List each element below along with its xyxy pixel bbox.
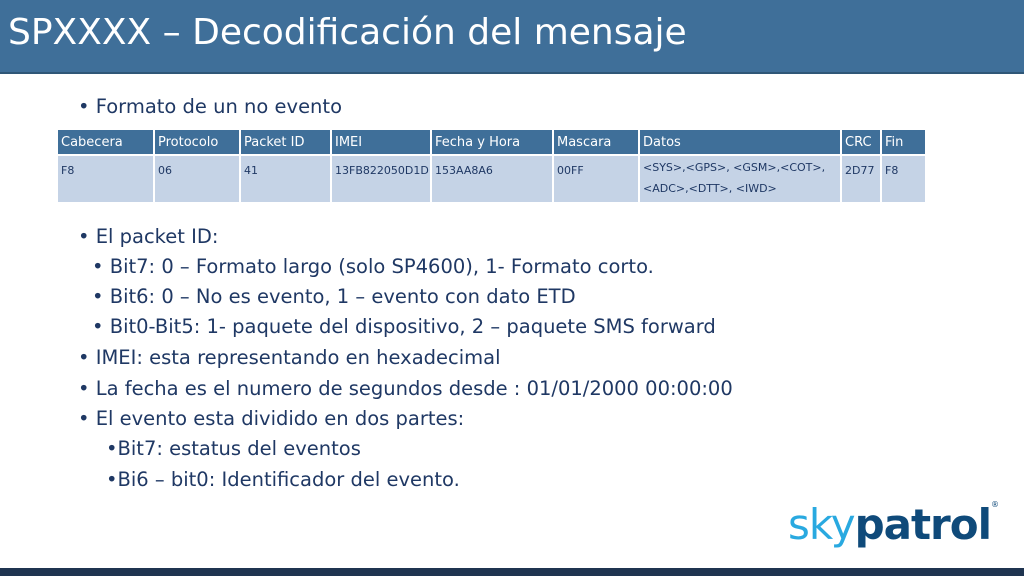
bullet-evento-bit7: •Bit7: estatus del eventos bbox=[106, 437, 361, 460]
message-format-table bbox=[58, 130, 927, 202]
bullet-bit0-bit5: • Bit0-Bit5: 1- paquete del dispositivo, 2 – paquete SMS forward bbox=[92, 315, 716, 338]
header-mascara: Mascara bbox=[553, 130, 639, 155]
cell-imei: 13FB822050D1D bbox=[331, 155, 431, 202]
bullet-fecha: • La fecha es el numero de segundos desde : 01/01/2000 00:00:00 bbox=[78, 377, 733, 400]
bottom-bar bbox=[0, 568, 1024, 576]
cell-protocolo: 06 bbox=[154, 155, 240, 202]
bullet-bit7: • Bit7: 0 – Formato largo (solo SP4600), 1- Formato corto. bbox=[92, 255, 654, 278]
intro-bullet: • Formato de un no evento bbox=[78, 95, 342, 118]
cell-cabecera: F8 bbox=[58, 155, 154, 202]
cell-datos: <SYS>,<GPS>, <GSM>,<COT>, <ADC>,<DTT>, <IWD> bbox=[639, 155, 841, 202]
cell-fecha-hora: 153AA8A6 bbox=[431, 155, 553, 202]
header-fin: Fin bbox=[881, 130, 926, 155]
header-crc: CRC bbox=[841, 130, 881, 155]
header-packet-id: Packet ID bbox=[240, 130, 331, 155]
bullet-evento-bit6-bit0: •Bi6 – bit0: Identificador del evento. bbox=[106, 468, 460, 491]
slide-title: SPXXXX – Decodificación del mensaje bbox=[8, 12, 687, 53]
bullet-bit6: • Bit6: 0 – No es evento, 1 – evento con dato ETD bbox=[92, 285, 576, 308]
logo-patrol: patrol bbox=[854, 500, 992, 549]
cell-fin: F8 bbox=[881, 155, 926, 202]
cell-packet-id: 41 bbox=[240, 155, 331, 202]
bullet-packet-id: • El packet ID: bbox=[78, 225, 219, 248]
logo-registered-mark: ® bbox=[991, 500, 999, 509]
table-row bbox=[58, 155, 926, 202]
title-bar bbox=[0, 0, 1024, 74]
cell-mascara: 00FF bbox=[553, 155, 639, 202]
table-header-row bbox=[58, 130, 926, 155]
bullet-evento: • El evento esta dividido en dos partes: bbox=[78, 407, 465, 430]
bullet-imei: • IMEI: esta representando en hexadecimal bbox=[78, 346, 501, 369]
header-fecha-hora: Fecha y Hora bbox=[431, 130, 553, 155]
header-protocolo: Protocolo bbox=[154, 130, 240, 155]
cell-crc: 2D77 bbox=[841, 155, 881, 202]
header-imei: IMEI bbox=[331, 130, 431, 155]
logo-sky: sky bbox=[788, 500, 855, 549]
header-cabecera: Cabecera bbox=[58, 130, 154, 155]
skypatrol-logo bbox=[788, 500, 998, 549]
intro-bullet-text: Formato de un no evento bbox=[95, 95, 342, 118]
header-datos: Datos bbox=[639, 130, 841, 155]
